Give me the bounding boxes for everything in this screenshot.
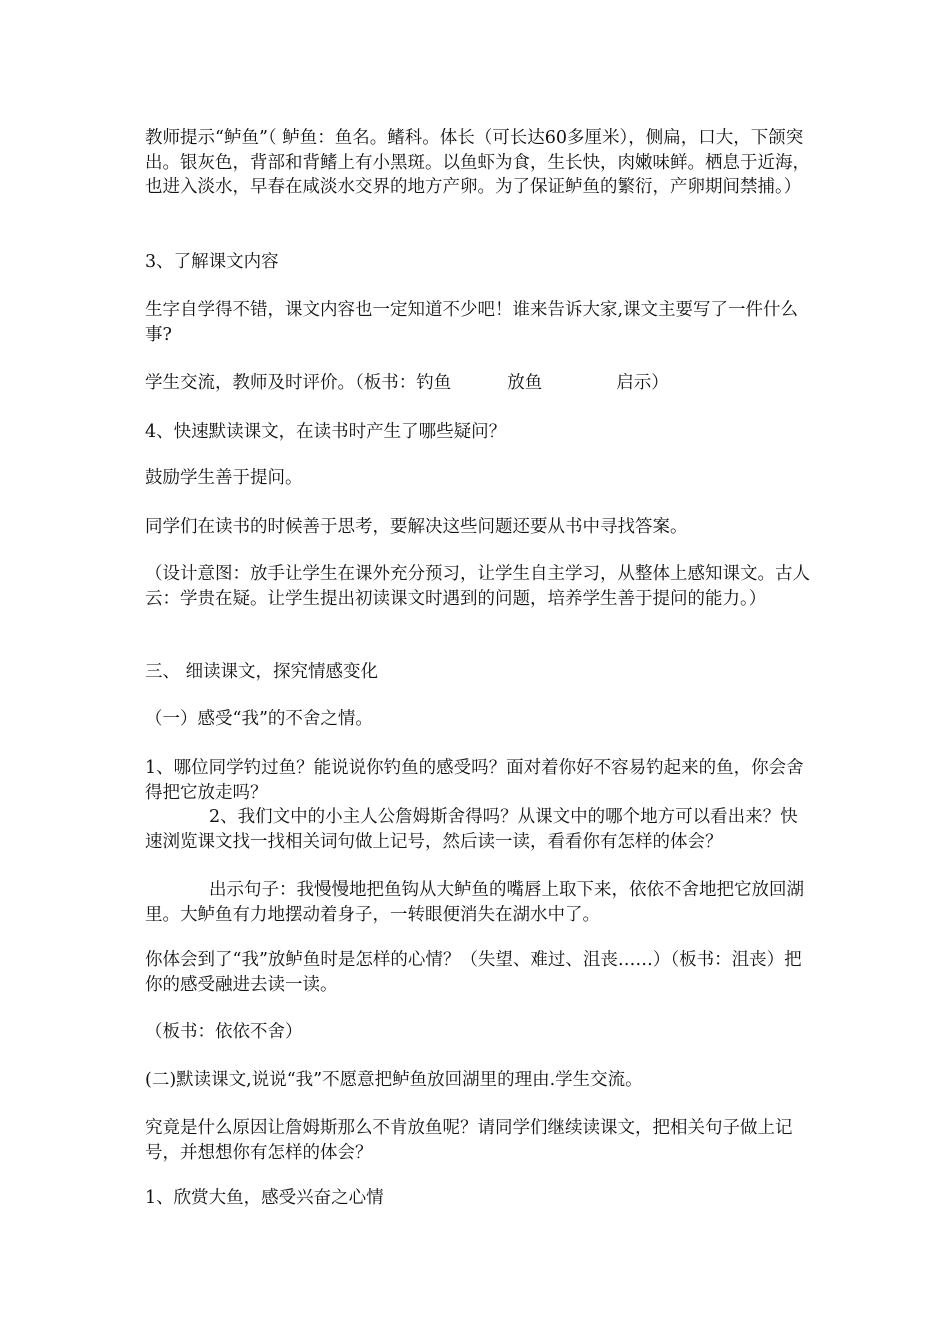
blackboard-text-a: 学生交流，教师及时评价。（板书：钓鱼 bbox=[145, 373, 452, 393]
heading-section-3: 三、 细读课文，探究情感变化 bbox=[145, 662, 379, 682]
heading-part-2: (二)默读课文,说说“我”不愿意把鲈鱼放回湖里的理由.学生交流。 bbox=[145, 1070, 643, 1090]
paragraph-blackboard-2: （板书：依依不舍） bbox=[145, 1022, 303, 1042]
heading-step-4: 4、快速默读课文，在读书时产生了哪些疑问？ bbox=[145, 422, 507, 442]
paragraph-content-question: 生字自学得不错，课文内容也一定知道不少吧！谁来告诉大家,课文主要写了一件什么事? bbox=[145, 300, 799, 345]
blackboard-text-c: 启示） bbox=[616, 373, 669, 393]
paragraph-perch-note: 教师提示“鲈鱼”（ 鲈鱼：鱼名。鳍科。体长（可长达60多厘米），侧扁，口大，下颌突出。银灰色，背部和背鳍上有小黑斑。以鱼虾为食，生长快，肉嫩味鲜。栖息于近海，也进入淡水，早春在咸淡水交界的地方产卵。为了保证鲈鱼的繁衍，产卵期间禁捕。） bbox=[145, 128, 810, 197]
paragraph-think: 同学们在读书的时候善于思考，要解决这些问题还要从书中寻找答案。 bbox=[145, 517, 688, 537]
blackboard-text-b: 放鱼 bbox=[507, 373, 543, 393]
paragraph-question-1: 1、哪位同学钓过鱼？能说说你钓鱼的感受吗？面对着你好不容易钓起来的鱼，你会舍得把它放走吗？ bbox=[145, 758, 804, 803]
paragraph-question-2: 2、我们文中的小主人公詹姆斯舍得吗？从课文中的哪个地方可以看出来？快速浏览课文找一找相关词句做上记号，然后读一读，看看你有怎样的体会？ bbox=[145, 807, 798, 852]
paragraph-show-sentence: 出示句子：我慢慢地把鱼钩从大鲈鱼的嘴唇上取下来，依依不舍地把它放回湖里。大鲈鱼有力地摆动着身子，一转眼便消失在湖水中了。 bbox=[145, 880, 804, 925]
paragraph-reason-question: 究竟是什么原因让詹姆斯那么不肯放鱼呢？请同学们继续读课文，把相关句子做上记号，并想想你有怎样的体会？ bbox=[145, 1118, 793, 1163]
heading-step-3: 3、了解课文内容 bbox=[145, 252, 279, 272]
heading-enjoy-fish: 1、欣赏大鱼，感受兴奋之心情 bbox=[145, 1188, 384, 1208]
paragraph-feeling: 你体会到了“我”放鲈鱼时是怎样的心情？（失望、难过、沮丧……）（板书：沮丧）把你的感受融进去读一读。 bbox=[145, 950, 802, 995]
paragraph-blackboard-1 bbox=[145, 371, 810, 396]
paragraph-encourage: 鼓励学生善于提问。 bbox=[145, 468, 303, 488]
heading-part-1: （一）感受“我”的不舍之情。 bbox=[145, 709, 373, 729]
paragraph-design-intent: （设计意图：放手让学生在课外充分预习，让学生自主学习，从整体上感知课文。古人云：学贵在疑。让学生提出初读课文时遇到的问题，培养学生善于提问的能力。） bbox=[145, 564, 810, 609]
